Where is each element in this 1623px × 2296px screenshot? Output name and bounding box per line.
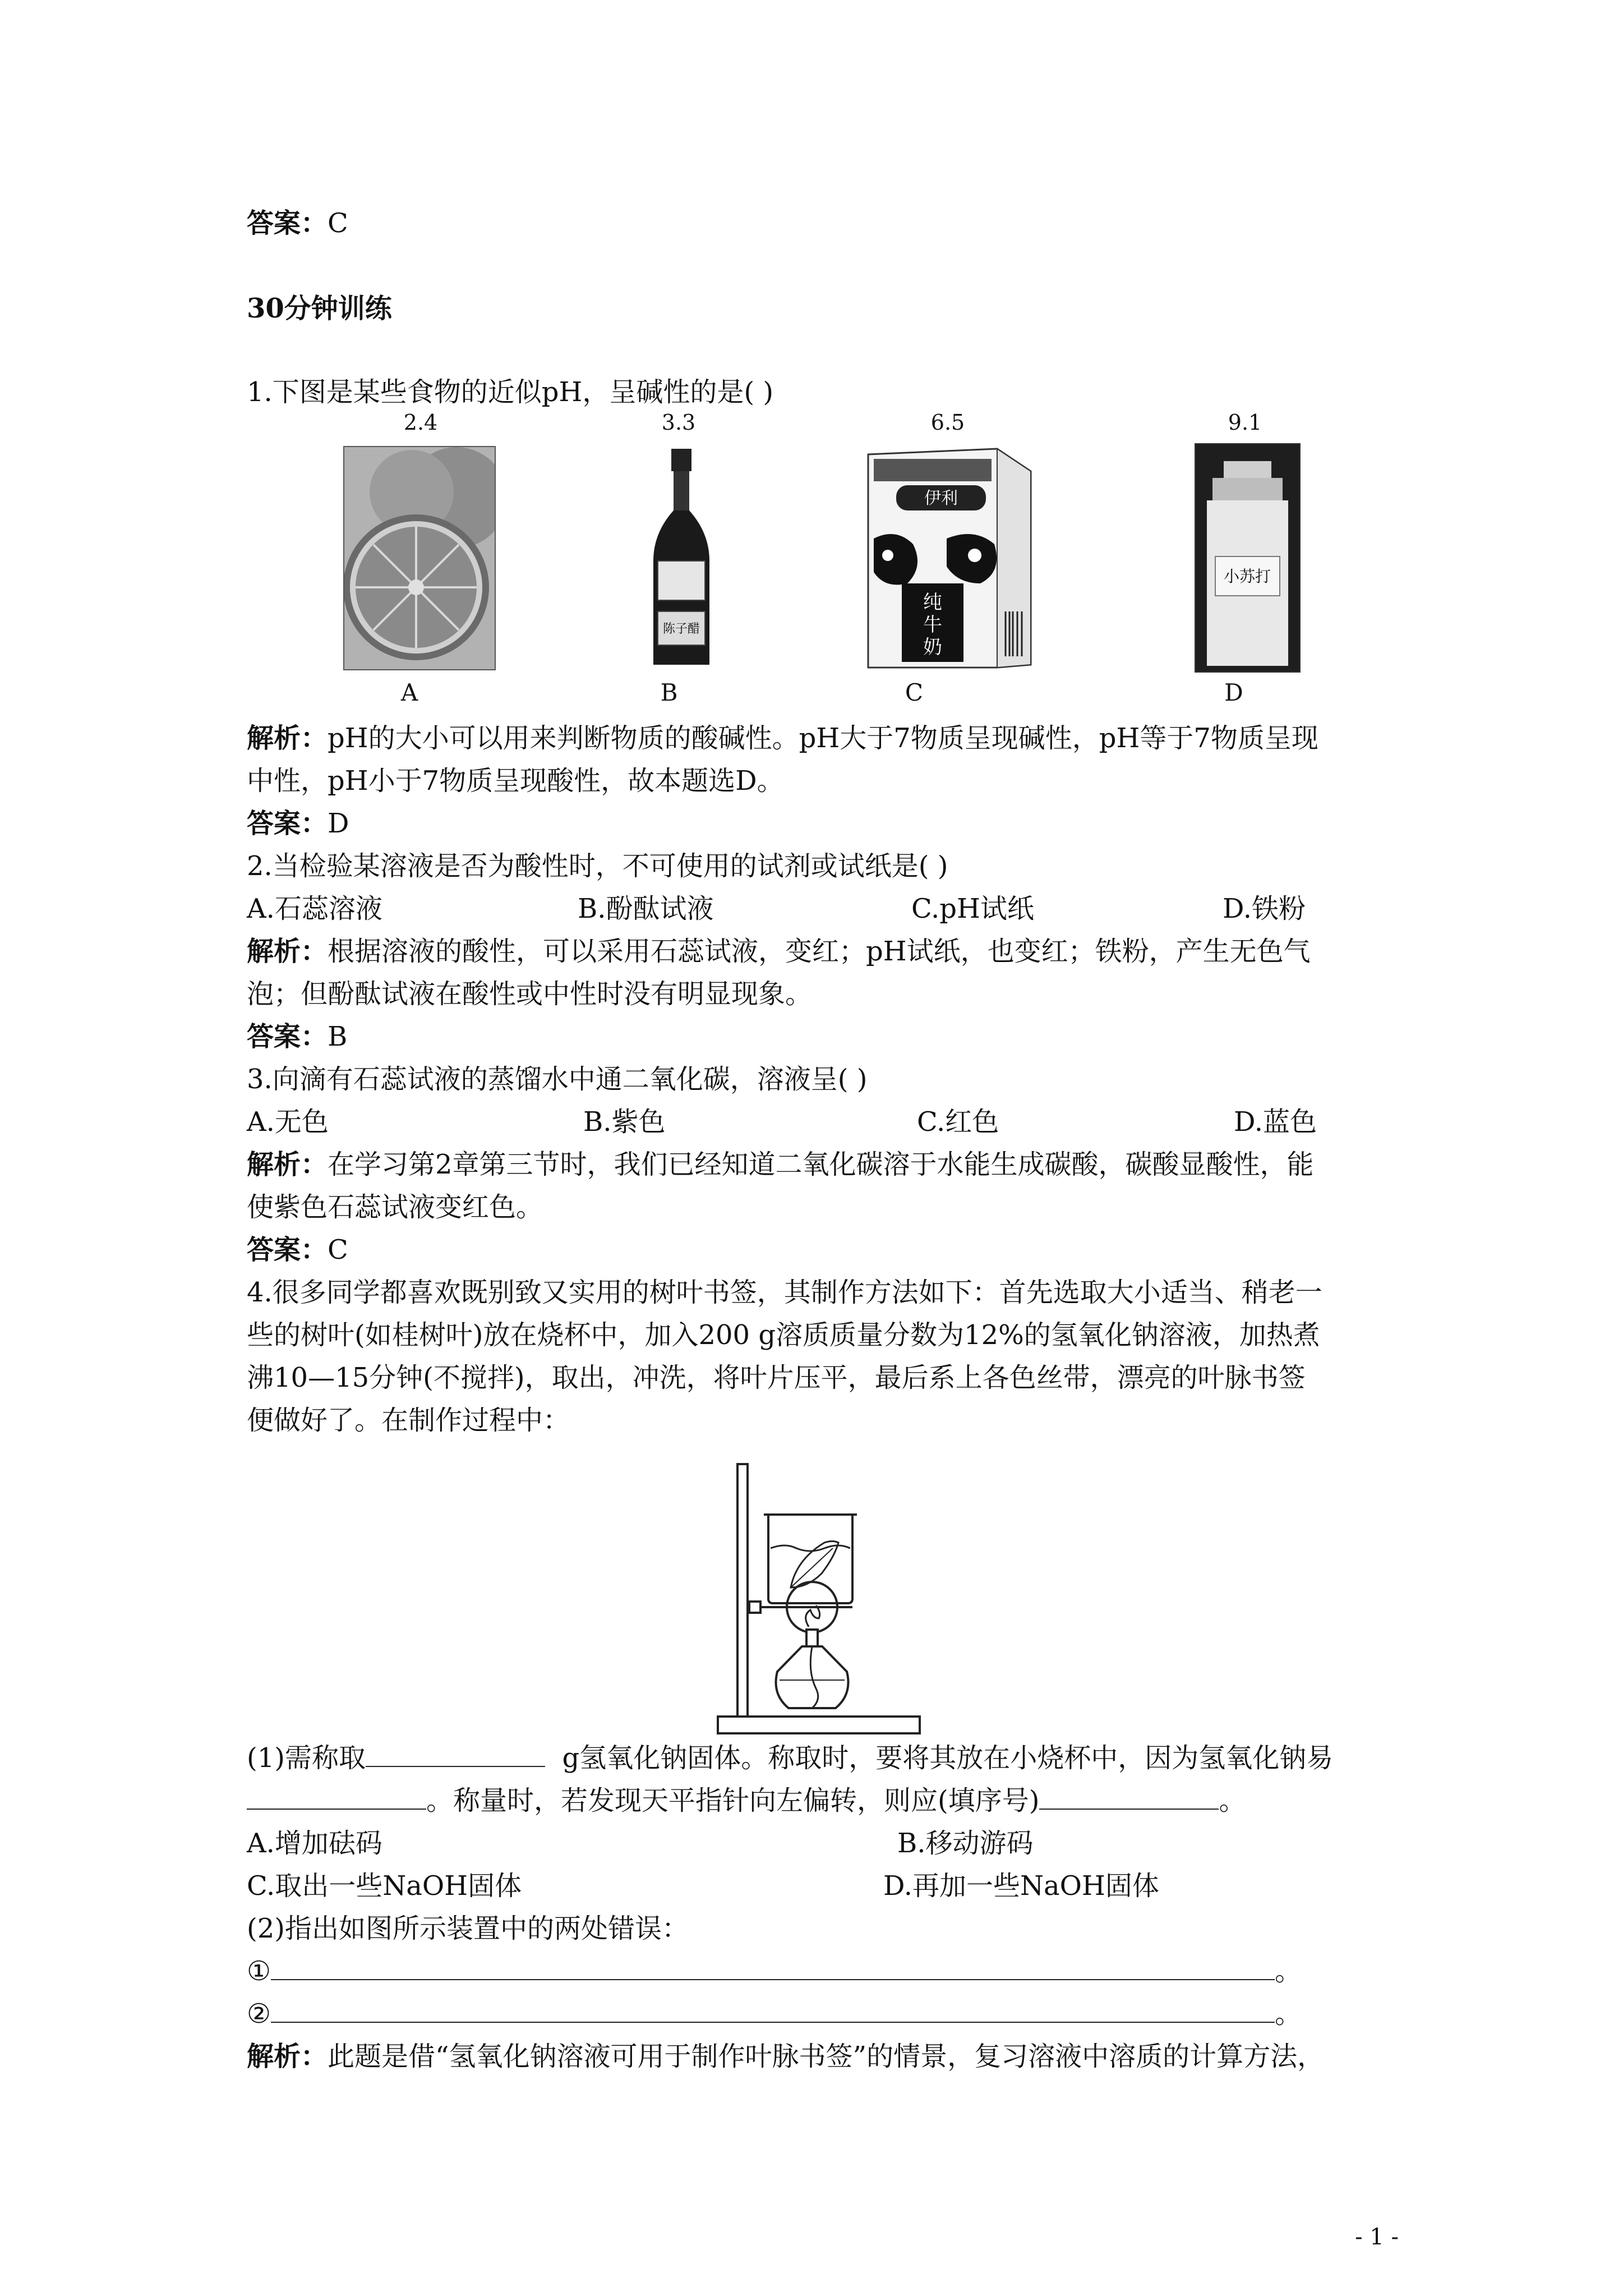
- q3-answer: 答案：C: [247, 1234, 348, 1266]
- q4-stem-4: 便做好了。在制作过程中：: [247, 1405, 570, 1436]
- milk-carton-image: [863, 443, 1036, 670]
- q2-option-d: D.铁粉: [1223, 893, 1306, 924]
- figure-c-ph: 6.5: [930, 410, 965, 435]
- mass-blank[interactable]: [366, 1741, 545, 1767]
- error-2-blank[interactable]: [271, 1997, 1275, 2023]
- q4-part2: (2)指出如图所示装置中的两处错误：: [247, 1913, 689, 1944]
- q4-stem-2: 些的树叶(如桂树叶)放在烧杯中，加入200 g溶质质量分数为12%的氢氧化钠溶液，加热煮: [247, 1319, 1320, 1351]
- jar-label: 小苏打: [1223, 567, 1271, 586]
- q3-option-a: A.无色: [247, 1106, 329, 1138]
- svg-text:牛: 牛: [923, 614, 942, 636]
- q2-option-c: C.pH试纸: [911, 893, 1034, 924]
- baking-soda-jar-image: [1195, 443, 1301, 673]
- q4-part1-line2: 。称量时，若发现天平指针向左偏转，则应(填序号) 。: [247, 1783, 1396, 1819]
- q4-part1-line1: (1)需称取 g氢氧化钠固体。称取时，要将其放在小烧杯中，因为氢氧化钠易: [247, 1742, 1334, 1774]
- q4-stem-1: 4.很多同学都喜欢既别致又实用的树叶书签，其制作方法如下：首先选取大小适当、稍老一: [247, 1277, 1322, 1308]
- q2-analysis-cont: 泡；但酚酞试液在酸性或中性时没有明显现象。: [247, 978, 813, 1010]
- heating-apparatus-diagram: [712, 1458, 925, 1739]
- figure-c-letter: C: [905, 679, 924, 706]
- milk-brand: 伊利: [924, 489, 958, 508]
- svg-text:纯: 纯: [923, 591, 942, 614]
- q2-analysis: 解析：根据溶液的酸性，可以采用石蕊试液，变红；pH试纸，也变红；铁粉，产生无色气: [247, 936, 1311, 967]
- svg-text:奶: 奶: [923, 636, 942, 659]
- figure-b-ph: 3.3: [661, 410, 696, 435]
- vinegar-label: 陈子醋: [662, 622, 700, 636]
- error-1-blank[interactable]: [271, 1954, 1275, 1980]
- q1-analysis-cont: 中性，pH小于7物质呈现酸性，故本题选D。: [247, 765, 784, 797]
- q4-option-d: D.再加一些NaOH固体: [883, 1870, 1159, 1902]
- q4-stem-3: 沸10—15分钟(不搅拌)，取出，冲洗，将叶片压平，最后系上各色丝带，漂亮的叶脉书签: [247, 1362, 1306, 1393]
- q2-answer: 答案：B: [247, 1021, 348, 1052]
- q3-option-d: D.蓝色: [1234, 1106, 1317, 1138]
- figure-d-ph: 9.1: [1228, 410, 1262, 435]
- grapefruit-image: [343, 446, 496, 670]
- q3-analysis: 解析：在学习第2章第三节时，我们已经知道二氧化碳溶于水能生成碳酸，碳酸显酸性，能: [247, 1149, 1314, 1180]
- q4-error-1: ① 。: [247, 1955, 1302, 1987]
- q3-option-b: B.紫色: [583, 1106, 666, 1138]
- q3-option-c: C.红色: [917, 1106, 999, 1138]
- vinegar-bottle-image: [642, 449, 721, 668]
- q4-option-a: A.增加砝码: [247, 1828, 382, 1859]
- figure-a-ph: 2.4: [403, 410, 438, 435]
- q4-option-b: B.移动游码: [897, 1828, 1034, 1859]
- q1-answer: 答案：D: [247, 808, 349, 839]
- q1-analysis: 解析：pH的大小可以用来判断物质的酸碱性。pH大于7物质呈现碱性，pH等于7物质呈现: [247, 723, 1318, 754]
- q2-option-b: B.酚酞试液: [578, 893, 714, 924]
- choice-blank[interactable]: [1039, 1784, 1219, 1810]
- figure-d-letter: D: [1224, 679, 1243, 706]
- figure-a-letter: A: [400, 679, 418, 706]
- section-title: 30分钟训练: [247, 293, 392, 324]
- answer-line: 答案：C: [247, 208, 348, 239]
- page-number: - 1 -: [1355, 2224, 1399, 2250]
- q4-error-2: ② 。: [247, 1998, 1302, 2030]
- q2-option-a: A.石蕊溶液: [247, 893, 382, 924]
- q3-stem: 3.向滴有石蕊试液的蒸馏水中通二氧化碳，溶液呈( ): [247, 1064, 868, 1095]
- q2-stem: 2.当检验某溶液是否为酸性时，不可使用的试剂或试纸是( ): [247, 850, 948, 882]
- q4-analysis: 解析：此题是借“氢氧化钠溶液可用于制作叶脉书签”的情景，复习溶液中溶质的计算方法，: [247, 2041, 1325, 2072]
- q3-analysis-cont: 使紫色石蕊试液变红色。: [247, 1191, 543, 1223]
- property-blank[interactable]: [247, 1784, 426, 1810]
- q1-stem: 1.下图是某些食物的近似pH，呈碱性的是( ): [247, 376, 774, 408]
- figure-b-letter: B: [660, 679, 678, 706]
- q4-option-c: C.取出一些NaOH固体: [247, 1870, 522, 1902]
